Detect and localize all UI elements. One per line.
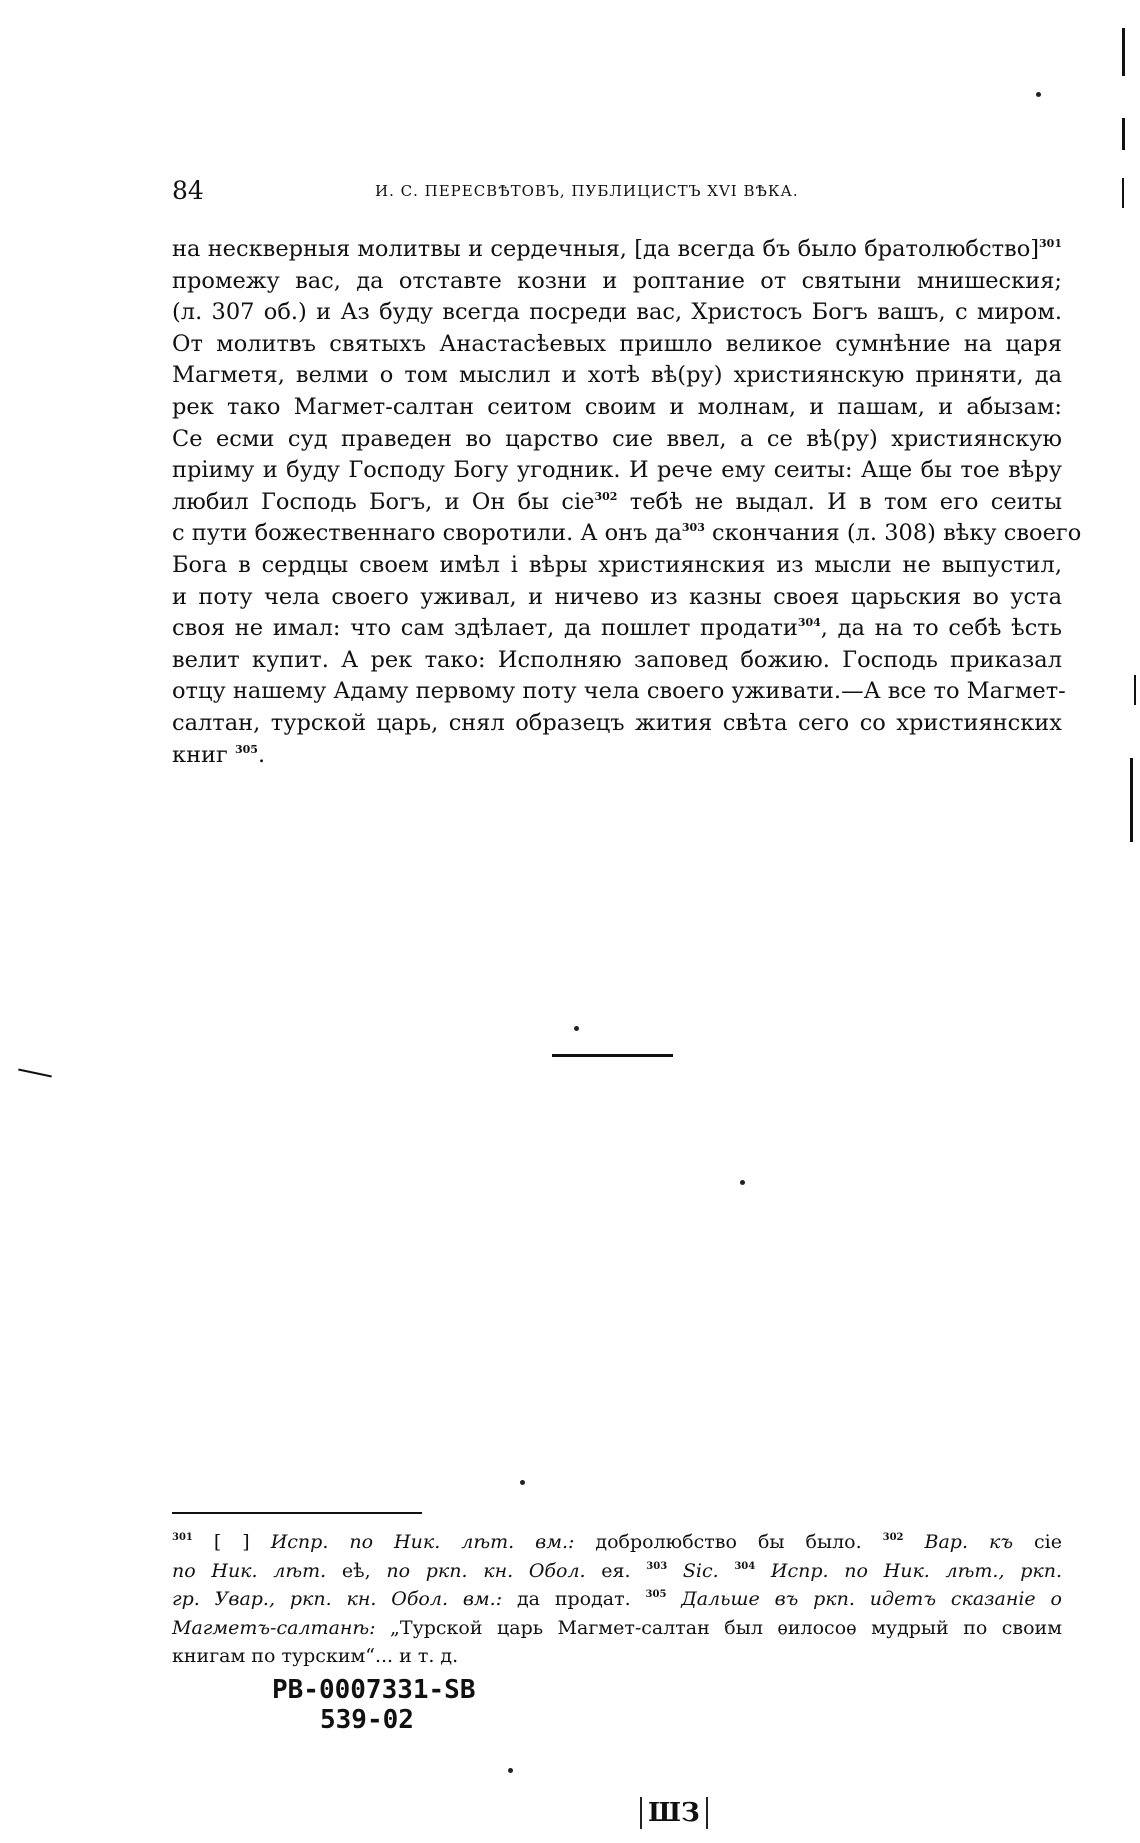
body-text-line	[172, 392, 1062, 424]
text-run: салтан, турской царь, снял образецъ жития свѣта сего со християнских	[172, 709, 1062, 736]
body-text-line	[172, 297, 1062, 329]
footnote-ref: 304	[734, 1560, 756, 1572]
body-text-line	[172, 582, 1062, 614]
scan-mark	[18, 1068, 52, 1077]
scan-speck	[574, 1026, 579, 1031]
body-text-line	[172, 234, 1062, 266]
italic-text: Испр. по Ник. лѣт. вм.:	[270, 1531, 575, 1553]
footnote-ref: 301	[1039, 237, 1062, 250]
stamp-line-1: PB-0007331-SB	[272, 1675, 476, 1705]
text-run	[666, 1588, 681, 1610]
body-text-line	[172, 740, 1062, 772]
footnote-ref: 305	[235, 742, 258, 756]
scan-speck	[740, 1180, 745, 1185]
body-text-line	[172, 329, 1062, 361]
text-run: своя не имал: что сам здѣлает, да пошлет продати	[172, 615, 798, 642]
footnotes	[172, 1528, 1062, 1671]
scan-speck	[1036, 92, 1041, 97]
body-text-line	[172, 550, 1062, 582]
scan-mark	[1122, 178, 1124, 208]
library-stamp	[272, 1675, 476, 1735]
stamp-line-2: 539-02	[320, 1705, 414, 1735]
text-run	[667, 1560, 683, 1582]
main-text	[172, 234, 1082, 771]
body-text-line	[172, 487, 1062, 519]
text-run: отцу нашему Адаму первому поту чела своего уживати.—А все то Магмет-	[172, 678, 1066, 705]
text-run: Магметя, велми о том мыслил и хотѣ вѣ(ру) християнскую приняти, да	[172, 362, 1062, 389]
text-run: (л. 307 об.) и Аз буду всегда посреди вас, Христосъ Богъ вашъ, с миром.	[172, 299, 1062, 326]
text-run: любил Господь Богъ, и Он бы сіе	[172, 488, 595, 515]
footnote-ref: 302	[594, 489, 618, 503]
handwritten-mark: ШЗ	[640, 1797, 708, 1829]
text-run: „Турской царь Магмет-салтан был ѳилосоѳ мудрый по своим	[375, 1616, 1062, 1639]
text-run	[904, 1531, 925, 1553]
footnote-ref: 303	[646, 1560, 668, 1572]
text-run	[755, 1560, 771, 1582]
text-run: еѣ,	[326, 1559, 387, 1582]
text-run: .	[257, 741, 266, 768]
scan-mark	[1122, 118, 1125, 150]
scan-mark	[1122, 28, 1125, 76]
body-text-line	[172, 360, 1062, 392]
footnote-ref: 301	[172, 1532, 193, 1543]
text-run: Бога в сердцы своем имѣл і вѣры християнския из мысли не выпустил,	[172, 551, 1062, 578]
text-run: промежу вас, да отставте козни и роптание от святыни мнишеския;	[172, 267, 1062, 294]
text-run: сіе	[1013, 1531, 1062, 1553]
footnote-line	[172, 1614, 1062, 1643]
text-run: с пути божественнаго своротили. А онъ да	[172, 520, 682, 547]
italic-text: Вар. къ	[924, 1531, 1014, 1553]
section-divider	[552, 1054, 673, 1057]
footnote-line	[172, 1585, 1062, 1614]
footnote-line	[172, 1642, 1062, 1671]
footnote-ref: 305	[645, 1589, 667, 1600]
footnote-ref: 304	[797, 616, 821, 630]
footnote-line	[172, 1528, 1062, 1557]
page-number: 84	[172, 176, 204, 205]
body-text-line	[172, 266, 1062, 298]
italic-text: по Ник. лѣт.	[172, 1559, 327, 1582]
body-text-line	[172, 518, 1082, 550]
italic-text: по ркп. кн. Обол.	[386, 1559, 586, 1582]
body-text-line	[172, 645, 1062, 677]
body-text-line	[172, 424, 1062, 456]
text-run: рек тако Магмет-салтан сеитом своим и молнам, и пашам, и абызам:	[172, 393, 1062, 420]
italic-text: Дальше въ ркп. идетъ сказаніе о	[681, 1588, 1062, 1610]
text-run: скончания (л. 308) вѣку своего	[704, 520, 1082, 547]
text-run: да продат.	[502, 1588, 646, 1610]
italic-text: гр. Увар., ркп. кн. Обол. вм.:	[172, 1588, 503, 1610]
scan-speck	[508, 1768, 513, 1773]
scan-speck	[520, 1480, 525, 1485]
text-run: ея.	[585, 1559, 647, 1582]
text-run: велит купит. А рек тако: Исполняю заповед божию. Господь приказал	[172, 646, 1062, 673]
text-run: От молитвъ святыхъ Анастасѣевых пришло великое сумнѣние на царя	[172, 330, 1062, 357]
text-run: , да на то себѣ ѣсть	[820, 615, 1063, 642]
text-run: книг	[172, 741, 235, 768]
footnote-ref: 303	[681, 521, 705, 535]
text-run: и поту чела своего уживал, и ничево из казны своея царьския во уста	[172, 583, 1062, 610]
body-text-line	[172, 455, 1062, 487]
footnote-ref: 302	[882, 1532, 904, 1543]
body-text-line	[172, 613, 1062, 645]
page-header	[172, 176, 1060, 210]
body-text-line	[172, 708, 1062, 740]
text-run: [ ]	[192, 1531, 271, 1553]
footnote-divider	[172, 1512, 422, 1514]
italic-text: Sic.	[682, 1559, 719, 1582]
body-text-line	[172, 676, 1066, 708]
text-run: тебѣ не выдал. И в том его сеиты	[617, 488, 1062, 515]
text-run: пріиму и буду Господу Богу угодник. И рече ему сеиты: Аще бы тое вѣру	[172, 457, 1062, 484]
text-run	[719, 1560, 735, 1582]
scan-mark	[1134, 675, 1136, 705]
running-title: И. С. ПЕРЕСВѢТОВЪ, ПУБЛИЦИСТЪ XVI ВѢКА.	[375, 182, 799, 200]
text-run: добролюбство бы было.	[574, 1531, 883, 1553]
footnote-line	[172, 1557, 1062, 1586]
text-run: на нескверныя молитвы и сердечныя, [да всегда бъ было братолюбство]	[172, 236, 1040, 262]
scan-mark	[1130, 758, 1133, 842]
text-run: Се есми суд праведен во царство сие ввел, а се вѣ(ру) християнскую	[172, 425, 1062, 452]
text-run: книгам по турским“... и т. д.	[172, 1645, 459, 1667]
italic-text: Испр. по Ник. лѣт., ркп.	[770, 1559, 1062, 1582]
italic-text: Магметъ-салтанѣ:	[172, 1616, 376, 1639]
